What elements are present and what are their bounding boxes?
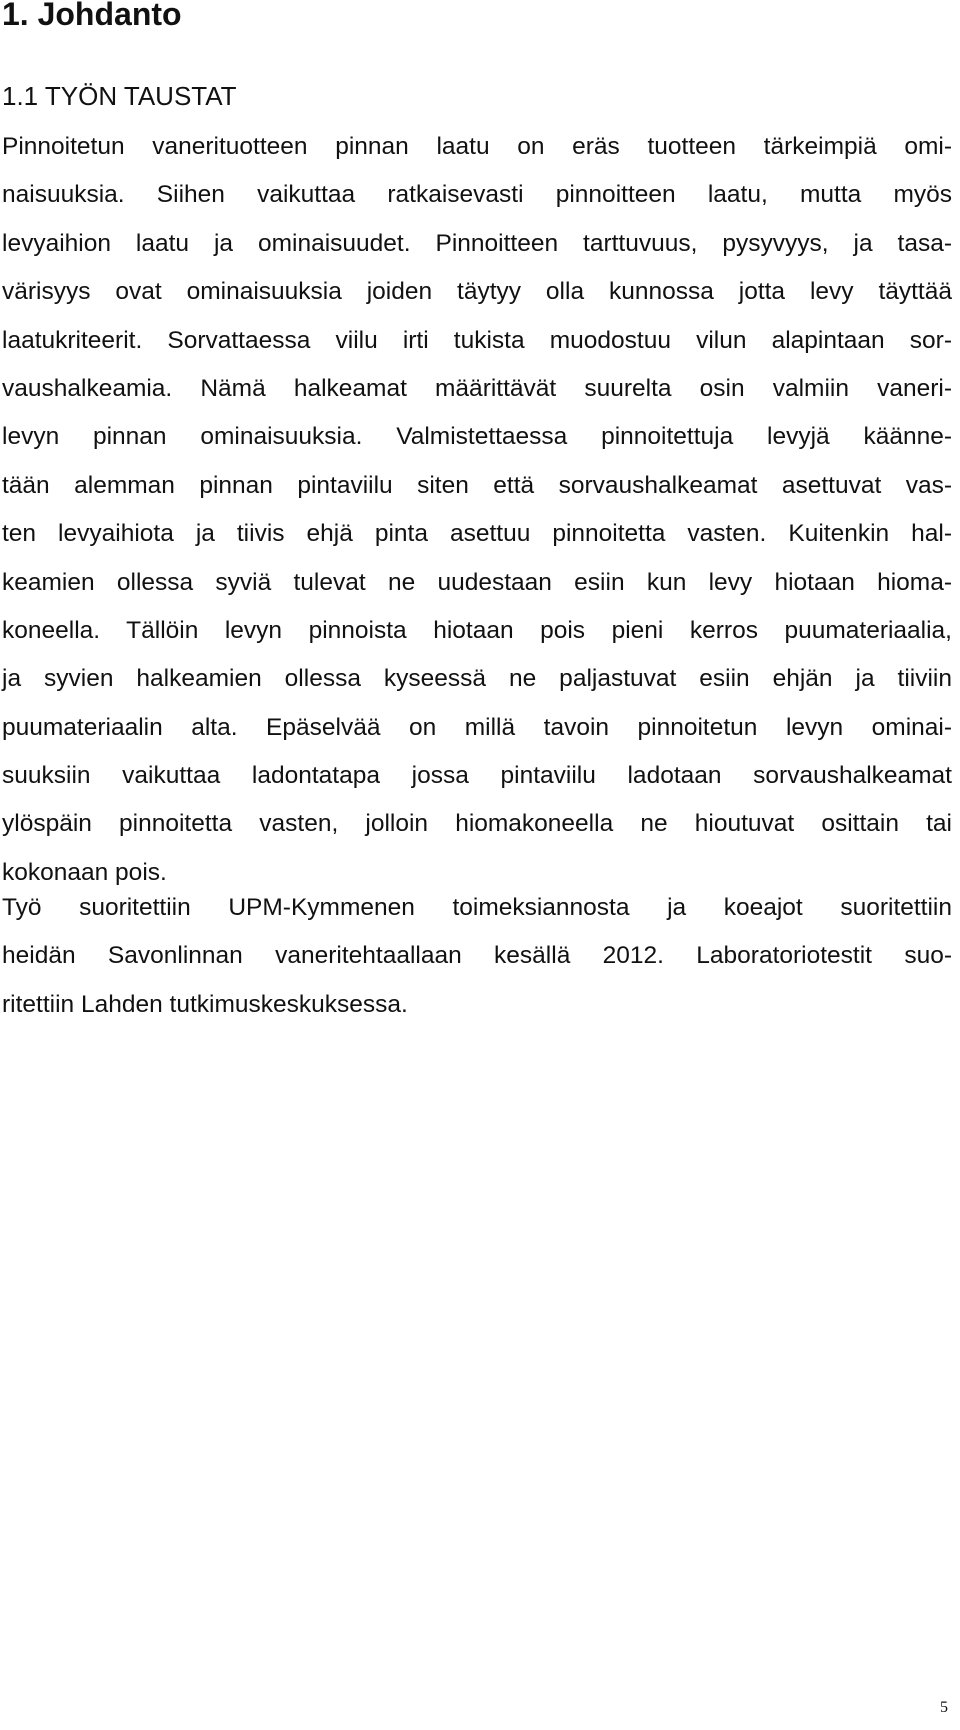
paragraph-line: Pinnoitetun vanerituotteen pinnan laatu on eräs tuotteen tärkeimpiä omi- [2,133,952,160]
chapter-heading: 1. Johdanto [2,0,182,32]
paragraph-line: puumateriaalin alta. Epäselvää on millä tavoin pinnoitetun levyn ominai- [2,713,952,741]
paragraph-line: ja syvien halkeamien ollessa kyseessä ne paljastuvat esiin ehjän ja tiiviin [2,665,952,693]
paragraph-line: kokonaan pois. [2,858,167,886]
paragraph-line: ten levyaihiota ja tiivis ehjä pinta asettuu pinnoitetta vasten. Kuitenkin hal- [2,520,952,548]
paragraph-line: levyn pinnan ominaisuuksia. Valmistettaessa pinnoitettuja levyjä käänne- [2,423,952,451]
paragraph-line: vaushalkeamia. Nämä halkeamat määrittävät suurelta osin valmiin vaneri- [2,374,952,402]
paragraph-commission [2,884,952,1029]
page-number: 5 [940,1699,948,1716]
paragraph-line: koneella. Tällöin levyn pinnoista hiotaan pois pieni kerros puumateriaalia, [2,616,952,644]
section-heading: 1.1 TYÖN TAUSTAT [2,81,237,111]
paragraph-line: värisyys ovat ominaisuuksia joiden täytyy olla kunnossa jotta levy täyttää [2,278,952,306]
paragraph-line: ritettiin Lahden tutkimuskeskuksessa. [2,990,408,1018]
paragraph-line: keamien ollessa syviä tulevat ne uudestaan esiin kun levy hiotaan hioma- [2,568,952,596]
paragraph-line: Työ suoritettiin UPM-Kymmenen toimeksiannosta ja koeajot suoritettiin [2,894,952,921]
paragraph-line: levyaihion laatu ja ominaisuudet. Pinnoitteen tarttuvuus, pysyvyys, ja tasa- [2,229,952,257]
paragraph-line: suuksiin vaikuttaa ladontatapa jossa pintaviilu ladotaan sorvaushalkeamat [2,762,952,790]
paragraph-line: ylöspäin pinnoitetta vasten, jolloin hiomakoneella ne hioutuvat osittain tai [2,810,952,838]
paragraph-line: heidän Savonlinnan vaneritehtaallaan kesällä 2012. Laboratoriotestit suo- [2,942,952,970]
paragraph-line: laatukriteerit. Sorvattaessa viilu irti tukista muodostuu vilun alapintaan sor- [2,326,952,354]
paragraph-line: tään alemman pinnan pintaviilu siten että sorvaushalkeamat asettuvat vas- [2,471,952,499]
paragraph-background [2,123,952,897]
paragraph-line: naisuuksia. Siihen vaikuttaa ratkaisevasti pinnoitteen laatu, mutta myös [2,181,952,209]
